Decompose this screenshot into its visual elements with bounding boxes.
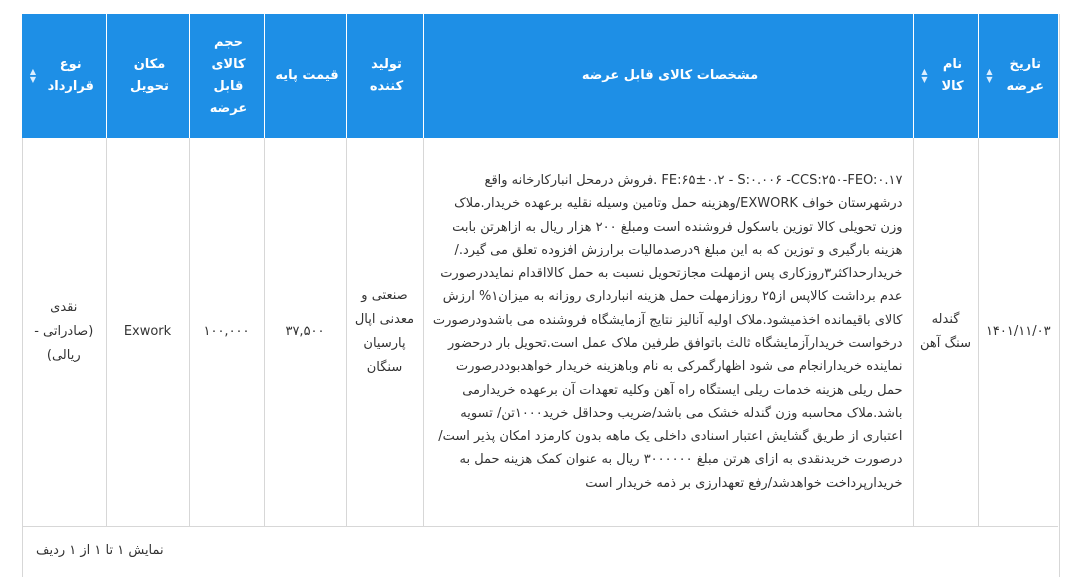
header-contract[interactable] (22, 14, 106, 138)
header-volume[interactable] (189, 14, 264, 138)
cell-volume: ۱۰۰,۰۰۰ (189, 138, 264, 527)
header-price-label: قیمت پایه (275, 68, 339, 83)
sort-icon[interactable]: ▲ ▼ (29, 67, 37, 84)
header-delivery-label: مکان تحویل (130, 57, 169, 94)
header-price[interactable] (264, 14, 346, 138)
header-spec-label: مشخصات کالای قابل عرضه (581, 68, 759, 83)
pagination-info: نمایش ۱ تا ۱ از ۱ ردیف (36, 543, 164, 558)
header-spec[interactable] (423, 14, 913, 138)
table-header-row (22, 14, 1058, 138)
header-date[interactable] (978, 14, 1058, 138)
header-date-label: تاریخ عرضه (1006, 57, 1044, 94)
cell-price: ۳۷,۵۰۰ (264, 138, 346, 527)
header-name[interactable] (913, 14, 978, 138)
cell-date: ۱۴۰۱/۱۱/۰۳ (978, 138, 1058, 527)
header-producer-label: تولید کننده (369, 57, 404, 94)
cell-name: گندله سنگ آهن (913, 138, 978, 527)
cell-producer: صنعتی و معدنی اپال پارسیان سنگان (346, 138, 423, 527)
cell-contract: نقدی (صادراتی - ریالی) (22, 138, 106, 527)
cell-delivery: Exwork (106, 138, 189, 527)
header-contract-label: نوع قرارداد (47, 57, 94, 94)
header-volume-label: حجم کالای قابل عرضه (209, 35, 248, 116)
cell-spec: FE:۶۵±۰.۲ - S:۰.۰۰۶ -CCS:۲۵۰-FEO:۰.۱۷ .فروش درمحل انبارکارخانه واقع درشهرستان خواف EXWORK/وهزینه حمل وتامین وسیله نقلیه برعهده خریدار.ملاک وزن تحویلی کالا توزین باسکول فروشنده است ومبلغ ۲۰۰ هزار ریال به ازاهرتن بابت هزینه بارگیری و توزین که به این مبلغ ۹درصدمالیات برارزش افزوده تعلق می گیرد./خریدارحداکثر۳روزکاری پس ازمهلت مجازتحویل نسبت به حمل کالااقدام نمایددرصورت عدم برداشت کالاپس از۲۵ روزازمهلت حمل هزینه انبارداری روزانه به میزان۱% ارزش کالای باقیمانده اخذمیشود.ملاک اولیه آنالیز نتایج آزمایشگاه فروشنده می باشدودرصورت درخواست خریدارآزمایشگاه ثالث باتوافق طرفین ملاک عمل است.تحویل بار درحضور نماینده خریدارانجام می شود اظهارگمرکی به نام وباهزینه خریدار خواهدبوددرصورت حمل ریلی هزینه خدمات ریلی ایستگاه راه آهن وکلیه تعهدات آن برعهده خریدارمی باشد.ملاک محاسبه وزن گندله خشک می باشد/ضریب وحداقل خرید۱۰۰۰تن/ تسویه اعتباری از طریق گشایش اعتبار اسنادی داخلی یک ماهه بدون کارمزد امکان پذیر است/درصورت خریدنقدی به ازای هرتن مبلغ ۳۰۰۰۰۰۰ ریال به عنوان کمک هزینه حمل به خریدارپرداخت خواهدشد/رفع تعهدارزی بر ذمه خریدار است (423, 138, 913, 527)
header-name-label: نام کالا (941, 57, 964, 94)
sort-icon[interactable]: ▲ ▼ (921, 67, 928, 84)
header-delivery[interactable] (106, 14, 189, 138)
table-row (22, 138, 1058, 527)
pagination-info-bar (22, 539, 1058, 558)
sort-icon[interactable]: ▲ ▼ (986, 67, 993, 84)
header-producer[interactable] (346, 14, 423, 138)
offers-table (22, 14, 1058, 527)
